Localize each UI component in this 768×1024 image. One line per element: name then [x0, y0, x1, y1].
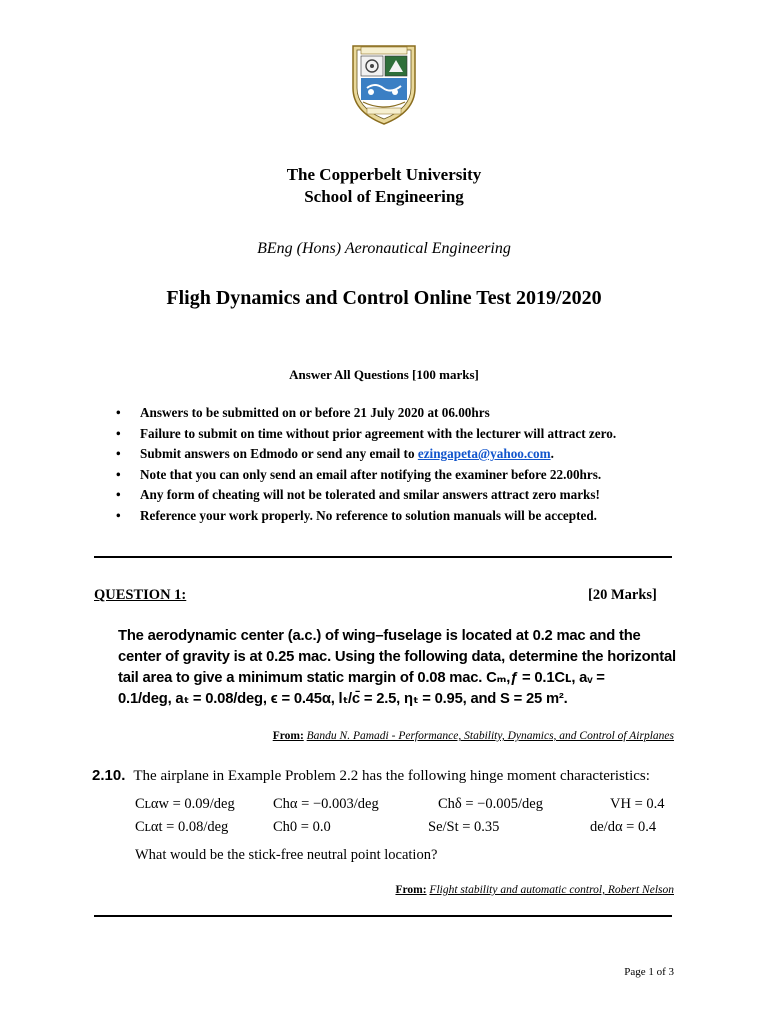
hinge-coeff: VH = 0.4 — [610, 796, 665, 812]
instruction-item: • Reference your work properly. No reference to solution manuals will be accepted. — [116, 506, 696, 527]
section-divider — [94, 556, 672, 558]
problem-2-10 — [92, 767, 650, 785]
question-marks: [20 Marks] — [588, 587, 657, 603]
submit-text: Submit answers on Edmodo or send any email to — [140, 446, 418, 461]
hinge-coeff: Chα = −0.003/deg — [273, 796, 379, 812]
university-crest-logo — [347, 42, 421, 126]
problem-question: What would be the stick-free neutral point location? — [135, 847, 438, 863]
university-name: The Copperbelt University — [286, 165, 482, 184]
page-number: Page 1 of 3 — [624, 966, 674, 978]
hinge-coeff: Cʟαw = 0.09/deg — [135, 796, 235, 812]
hinge-coeff: de/dα = 0.4 — [590, 819, 657, 835]
hinge-coeff: Chδ = −0.005/deg — [438, 796, 543, 812]
university-header — [0, 164, 768, 208]
problem-line: The aerodynamic center (a.c.) of wing–fuselage is located at 0.2 mac and the — [118, 628, 641, 644]
problem-line: tail area to give a minimum static margin of 0.08 mac. Cₘ,ƒ = 0.1Cʟ, aᵥ = — [118, 670, 605, 686]
programme-title: BEng (Hons) Aeronautical Engineering — [257, 240, 511, 257]
hinge-coeff: Cʟαt = 0.08/deg — [135, 819, 229, 835]
section-divider — [94, 915, 672, 917]
hinge-coeff: Ch0 = 0.0 — [273, 819, 331, 835]
hinge-coeff: Se/St = 0.35 — [428, 819, 500, 835]
source-text: Flight stability and automatic control, Robert Nelson — [429, 884, 674, 896]
instruction-item: • Answers to be submitted on or before 21 July 2020 at 06.00hrs — [116, 403, 696, 424]
instruction-item: • Note that you can only send an email after notifying the examiner before 22.00hrs. — [116, 465, 696, 486]
source-label: From: — [395, 884, 427, 896]
problem-line: 0.1/deg, aₜ = 0.08/deg, ϵ = 0.45α, lₜ/c̄ = 2.5, ηₜ = 0.95, and S = 25 m². — [118, 691, 568, 707]
submit-suffix: . — [550, 446, 554, 461]
school-name: School of Engineering — [304, 187, 464, 206]
source-label: From: — [272, 730, 304, 742]
instruction-item: • Failure to submit on time without prior agreement with the lecturer will attract zero. — [116, 424, 696, 445]
source-citation-1 — [273, 730, 674, 742]
source-citation-2 — [395, 884, 674, 896]
source-text: Bandu N. Pamadi - Performance, Stability, Dynamics, and Control of Airplanes — [306, 730, 674, 742]
instructions-heading: Answer All Questions [100 marks] — [289, 367, 479, 382]
instruction-item: • Any form of cheating will not be tolerated and smilar answers attract zero marks! — [116, 485, 696, 506]
email-link[interactable]: ezingapeta@yahoo.com — [417, 446, 551, 461]
question-heading: QUESTION 1: — [94, 587, 187, 603]
instructions-list — [116, 403, 696, 526]
test-title: Fligh Dynamics and Control Online Test 2019/2020 — [166, 287, 602, 309]
problem-statement — [118, 626, 678, 710]
problem-number: 2.10. — [92, 767, 126, 784]
problem-intro: The airplane in Example Problem 2.2 has the following hinge moment characteristics: — [133, 768, 650, 784]
problem-line: center of gravity is at 0.25 mac. Using the following data, determine the horizontal — [118, 649, 676, 665]
instruction-item-submit — [116, 444, 696, 465]
